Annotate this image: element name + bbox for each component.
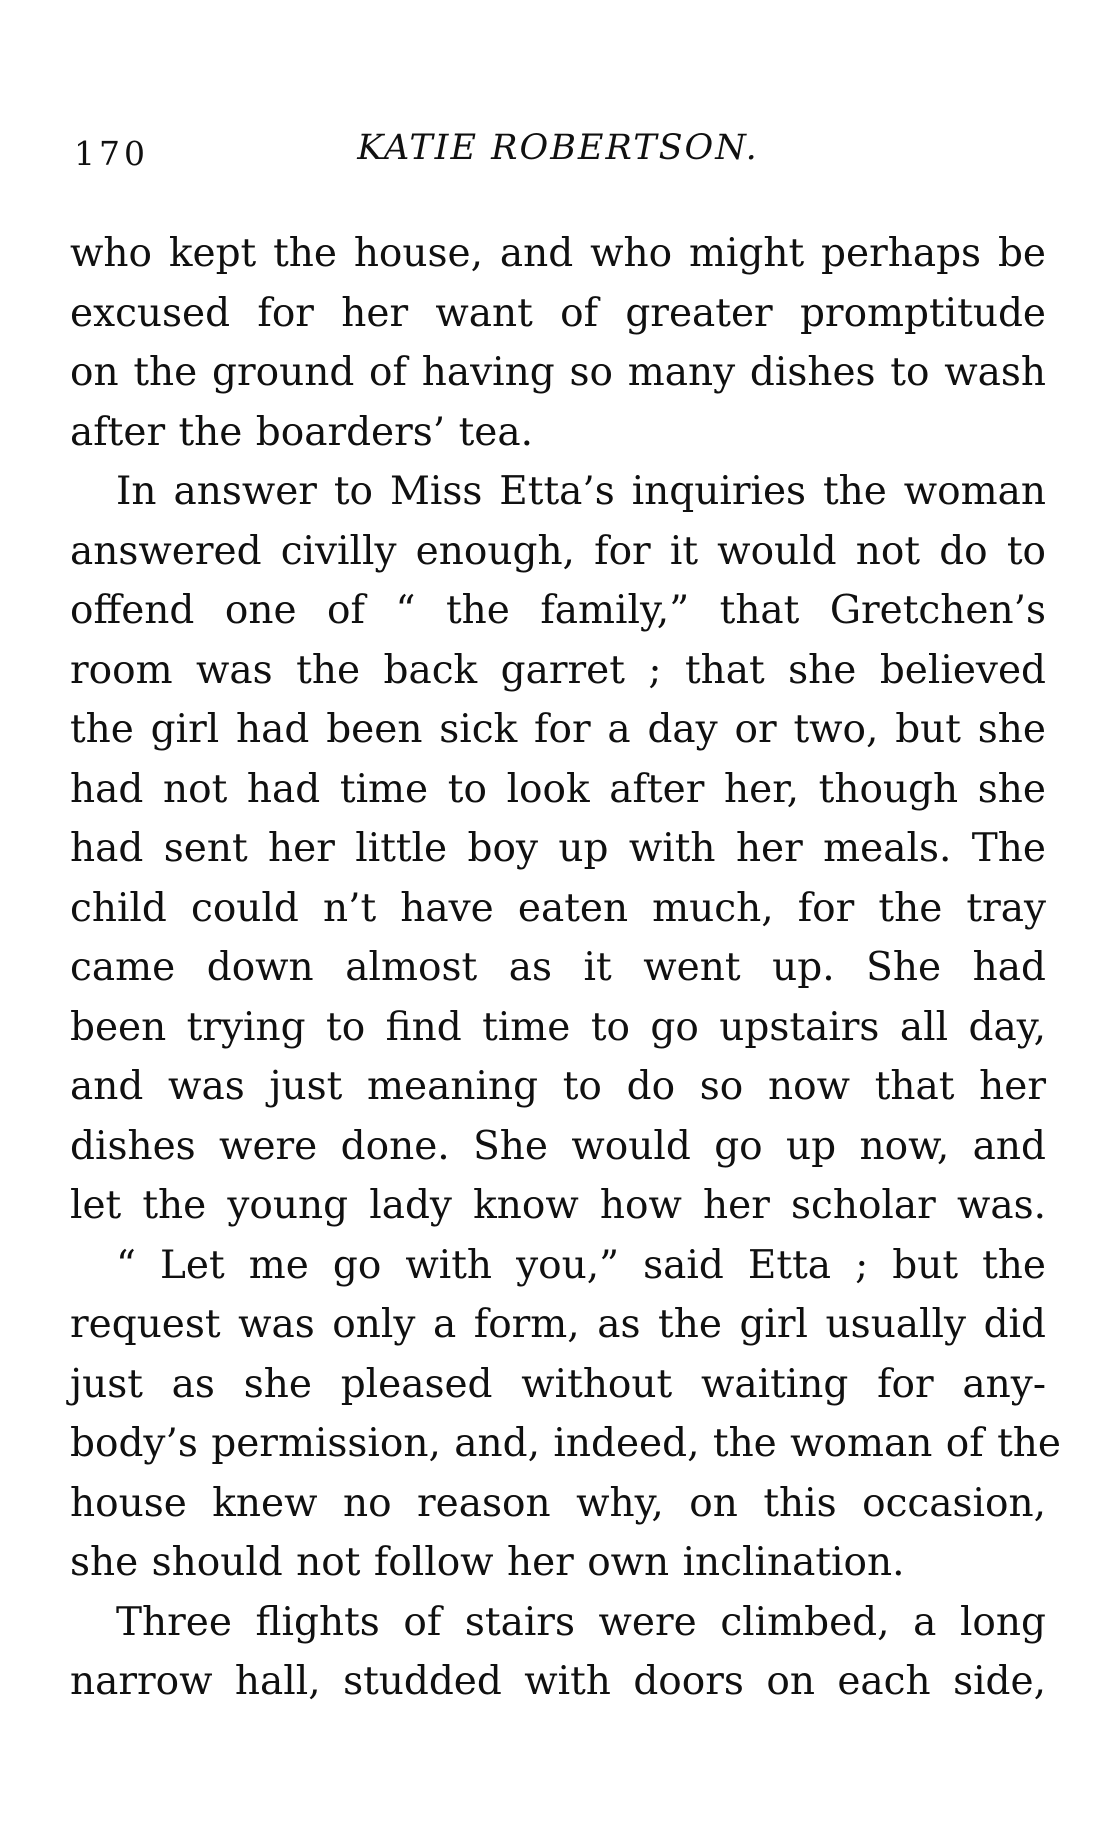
- text-line: just as she pleased without waiting for any-: [70, 1361, 1046, 1407]
- text-line: house knew no reason why, on this occasion,: [70, 1480, 1046, 1526]
- page-body: [70, 224, 1061, 1712]
- text-line: after the boarders’ tea.: [70, 409, 533, 455]
- page-header: [70, 128, 1046, 178]
- text-line: dishes were done. She would go up now, and: [70, 1123, 1046, 1169]
- text-line: been trying to find time to go upstairs all day,: [70, 1004, 1046, 1050]
- text-line: had not had time to look after her, though she: [70, 766, 1046, 812]
- text-line: had sent her little boy up with her meals. The: [70, 826, 1046, 871]
- text-line: who kept the house, and who might perhaps be: [70, 231, 1046, 276]
- text-line: body’s permission, and, indeed, the woman of the: [70, 1421, 1061, 1466]
- text-line: In answer to Miss Etta’s inquiries the woman: [116, 469, 1046, 514]
- text-line: excused for her want of greater promptitude: [70, 290, 1046, 336]
- text-line: and was just meaning to do so now that her: [70, 1064, 1046, 1109]
- running-title: KATIE ROBERTSON.: [357, 128, 759, 168]
- text-line: answered civilly enough, for it would not do to: [70, 528, 1046, 574]
- text-line: child could n’t have eaten much, for the tray: [70, 885, 1046, 931]
- text-line: came down almost as it went up. She had: [70, 945, 1046, 990]
- text-line: “ Let me go with you,” said Etta ; but the: [116, 1242, 1046, 1288]
- text-line: room was the back garret ; that she believed: [70, 647, 1046, 693]
- text-line: the girl had been sick for a day or two, but she: [70, 707, 1046, 752]
- text-line: narrow hall, studded with doors on each side,: [70, 1659, 1046, 1704]
- text-line: on the ground of having so many dishes to wash: [70, 350, 1046, 395]
- text-line: request was only a form, as the girl usually did: [70, 1302, 1046, 1347]
- page-number: 170: [74, 134, 149, 173]
- text-line: offend one of “ the family,” that Gretchen’s: [70, 588, 1046, 633]
- text-line: Three flights of stairs were climbed, a long: [116, 1599, 1046, 1645]
- text-line: let the young lady know how her scholar was.: [70, 1183, 1046, 1228]
- text-line: she should not follow her own inclination.: [70, 1540, 905, 1585]
